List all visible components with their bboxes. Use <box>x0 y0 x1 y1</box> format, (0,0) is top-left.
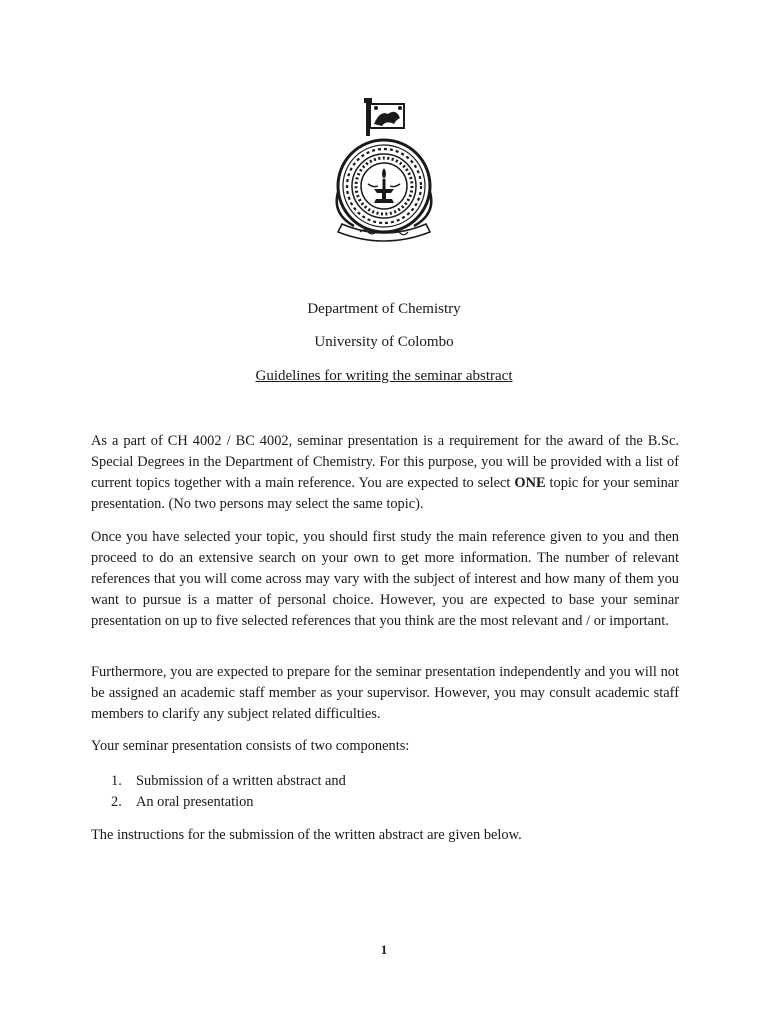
university-crest-icon <box>324 96 444 246</box>
instructions-paragraph: The instructions for the submission of the written abstract are given below. <box>91 827 522 843</box>
components-list <box>111 771 346 813</box>
components-intro: Your seminar presentation consists of two components: <box>91 738 410 754</box>
document-title: Guidelines for writing the seminar abstract <box>255 368 513 384</box>
list-item <box>111 792 346 813</box>
list-item-text: An oral presentation <box>136 794 254 810</box>
independence-paragraph: Furthermore, you are expected to prepare for the seminar presentation independently and you will not be assigned an academic staff member as your supervisor. However, you may consult academic staff members to clarify any subject related difficulties. <box>91 664 679 722</box>
list-item-number: 1. <box>111 773 122 789</box>
intro-text-start: As a part of CH 4002 / BC 4002, seminar presentation is a requirement for the award of the B.Sc. Special Degrees in the Department of Chemistry. For this purpose, you will be provided with a list of current topics together with a main reference. You are expected to select <box>91 433 679 491</box>
intro-text-end: topic for your seminar presentation. (No two persons may select the same topic). <box>91 475 679 512</box>
list-item-text: Submission of a written abstract and <box>136 773 346 789</box>
references-paragraph: Once you have selected your topic, you should first study the main reference given to you and then proceed to do an extensive search on your own to get more information. The number of relevant references that you will come across may vary with the subject of interest and how many of them you want to pursue is a matter of personal choice. However, you are expected to base your seminar presentation on up to five selected references that you think are the most relevant and / or important. <box>91 529 679 629</box>
intro-paragraph <box>91 431 679 515</box>
department-heading: Department of Chemistry <box>307 301 461 317</box>
list-item <box>111 771 346 792</box>
list-item-number: 2. <box>111 794 122 810</box>
university-heading: University of Colombo <box>314 334 454 350</box>
page-number: 1 <box>380 942 388 957</box>
emphasis-one: ONE <box>514 475 546 491</box>
